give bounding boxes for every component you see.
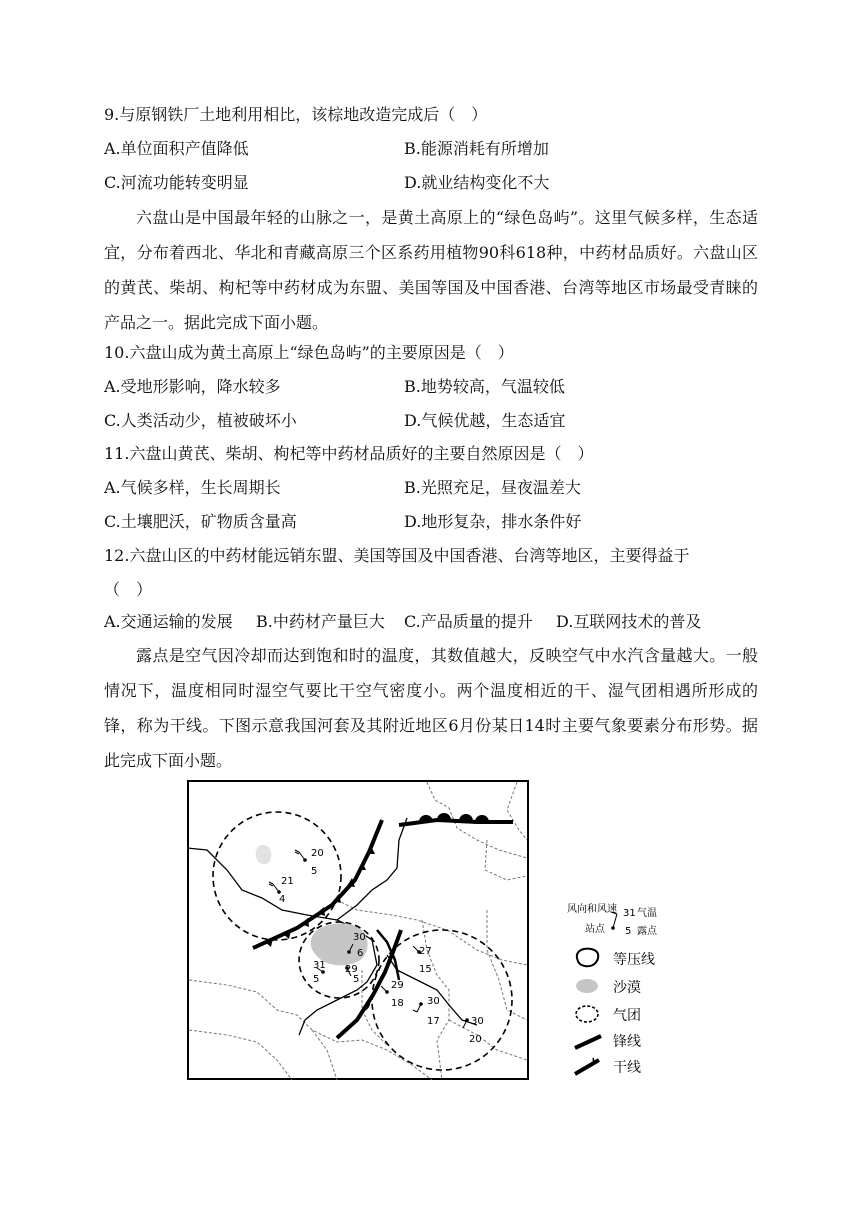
q9-option-c: C.河流功能转变明显 [104,173,249,192]
q11-option-b: B.光照充足，昼夜温差大 [404,478,581,497]
svg-text:5: 5 [311,866,318,877]
q12-option-c: C.产品质量的提升 [404,612,533,631]
svg-text:风向和风速: 风向和风速 [567,904,617,915]
q9-option-a: A.单位面积产值降低 [104,139,249,158]
svg-text:5: 5 [625,926,632,937]
svg-text:17: 17 [427,1016,440,1027]
svg-text:18: 18 [391,998,404,1009]
legend-isobar [577,949,655,968]
svg-text:20: 20 [311,848,324,859]
svg-text:5: 5 [313,974,320,985]
legend-dryline [575,1058,641,1076]
svg-text:4: 4 [279,894,286,905]
svg-text:29: 29 [391,980,404,991]
q11-stem: 11.六盘山黄芪、柴胡、枸杞等中药材品质好的主要自然原因是（ ） [104,444,594,463]
svg-text:21: 21 [281,876,294,887]
legend-front [575,1033,641,1050]
passage-liupanshan: 六盘山是中国最年轻的山脉之一，是黄土高原上的“绿色岛屿”。这里气候多样，生态适宜，分布着西北、华北和青藏高原三个区系药用植物90科618种，中药材品质好。六盘山区的黄芪、柴胡、枸杞等中药材成为东盟、美国等国及中国香港、台湾等地区市场最受青睐的产品之一。据此完成下面小题。 [104,208,758,332]
svg-text:31: 31 [623,908,636,919]
q11-option-a: A.气候多样，生长周期长 [104,478,281,497]
svg-text:30: 30 [353,932,366,943]
q10-option-b: B.地势较高，气温较低 [404,377,565,396]
legend-station-key [567,902,658,937]
q12-option-a: A.交通运输的发展 [104,612,233,631]
q10-option-c: C.人类活动少，植被破坏小 [104,411,297,430]
svg-text:29: 29 [345,964,358,975]
svg-text:31: 31 [313,960,326,971]
map-legend [567,902,658,1076]
passage-dryline: 露点是空气因冷却而达到饱和时的温度，其数值越大，反映空气中水汽含量越大。一般情况下，温度相同时湿空气要比干空气密度小。两个温度相近的干、湿气团相遇所形成的锋，称为干线。下图示意我国河套及其附近地区6月份某日14时主要气象要素分布形势。据此完成下面小题。 [104,646,758,770]
q12-option-b: B.中药材产量巨大 [256,612,385,631]
legend-airmass [576,1006,641,1024]
q12-stem-paren: （ ） [104,580,153,599]
svg-text:30: 30 [471,1016,484,1027]
svg-text:锋线: 锋线 [613,1034,641,1050]
q9-option-d: D.就业结构变化不大 [404,173,550,192]
q12-option-d: D.互联网技术的普及 [556,612,702,631]
svg-text:气团: 气团 [613,1008,641,1024]
q9-option-b: B.能源消耗有所增加 [404,139,549,158]
svg-text:30: 30 [427,996,440,1007]
q11-option-c: C.土壤肥沃，矿物质含量高 [104,512,297,531]
legend-desert [576,979,641,996]
svg-text:5: 5 [353,974,360,985]
svg-text:20: 20 [469,1034,482,1045]
q11-option-d: D.地形复杂，排水条件好 [404,512,582,531]
svg-text:沙漠: 沙漠 [613,980,641,996]
svg-text:6: 6 [357,948,364,959]
q12-stem: 12.六盘山区的中药材能远销东盟、美国等国及中国香港、台湾等地区，主要得益于 [104,546,690,565]
q9-stem: 9.与原钢铁厂土地利用相比，该棕地改造完成后（ ） [104,105,488,124]
q10-stem: 10.六盘山成为黄土高原上“绿色岛屿”的主要原因是（ ） [104,343,514,362]
q10-option-d: D.气候优越，生态适宜 [404,411,566,430]
weather-map-figure [187,780,673,1082]
svg-text:气温: 气温 [637,908,657,919]
svg-text:露点: 露点 [637,926,657,937]
q10-option-a: A.受地形影响，降水较多 [104,377,281,396]
svg-text:15: 15 [419,964,432,975]
svg-text:干线: 干线 [613,1060,641,1076]
svg-text:等压线: 等压线 [613,952,655,968]
svg-text:站点: 站点 [585,924,605,935]
svg-text:27: 27 [419,946,432,957]
